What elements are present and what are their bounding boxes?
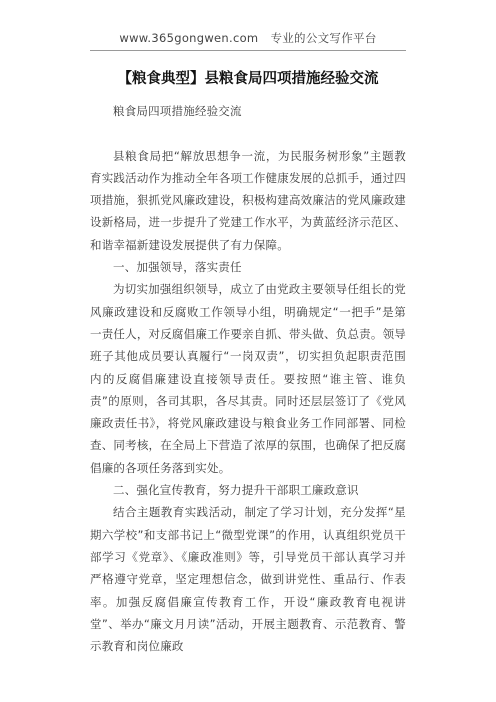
document-body xyxy=(90,100,406,657)
document-title: 【粮食典型】县粮食局四项措施经验交流 xyxy=(117,71,379,87)
site-slogan: 专业的公文写作平台 xyxy=(270,31,377,45)
header-divider xyxy=(90,50,406,51)
section-paragraph-2: 结合主题教育实践活动，制定了学习计划，充分发挥“星期六学校”和支部书记上“微型党课”的作用，认真组织党员干部学习《党章》、《廉政准则》等，引导党员干部认真学习并严格遵守党章，坚定理想信念，做到讲党性、重品行、作表率。加强反腐倡廉宣传教育工作，开设“廉政教育电视讲堂”、举办“廉文月月读”活动，开展主题教育、示范教育、警示教育和岗位廉政 xyxy=(90,505,406,654)
document-subtitle: 粮食局四项措施经验交流 xyxy=(113,104,242,118)
section-paragraph-1: 为切实加强组织领导，成立了由党政主要领导任组长的党风廉政建设和反腐败工作领导小组，明确规定“一把手”是第一责任人，对反腐倡廉工作要亲自抓、带头做、负总责。领导班子其他成员要认真履行“一岗双责”，切实担负起职责范围内的反腐倡廉建设直接领导责任。要按照“谁主管、谁负责”的原则，各司其职，各尽其责。同时还层层签订了《党风廉政责任书》，将党风廉政建设与粮食业务工作同部署、同检查、同考核，在全局上下营造了浓厚的氛围，也确保了把反腐倡廉的各项任务落到实处。 xyxy=(90,282,406,475)
page-header xyxy=(90,30,406,46)
site-url[interactable]: www.365gongwen.com xyxy=(119,31,259,45)
section-heading-2: 二、强化宣传教育，努力提升干部职工廉政意识 xyxy=(113,483,359,498)
section-heading-1: 一、加强领导，落实责任 xyxy=(113,260,242,275)
intro-paragraph: 县粮食局把“解放思想争一流，为民服务树形象”主题教育实践活动作为推动全年各项工作健康发展的总抓手，通过四项措施，狠抓党风廉政建设，积极构建高效廉洁的党风廉政建设新格局，进一步提升了党建工作水平，为黄蓝经济示范区、和谐幸福新建设发展提供了有力保障。 xyxy=(90,148,406,252)
